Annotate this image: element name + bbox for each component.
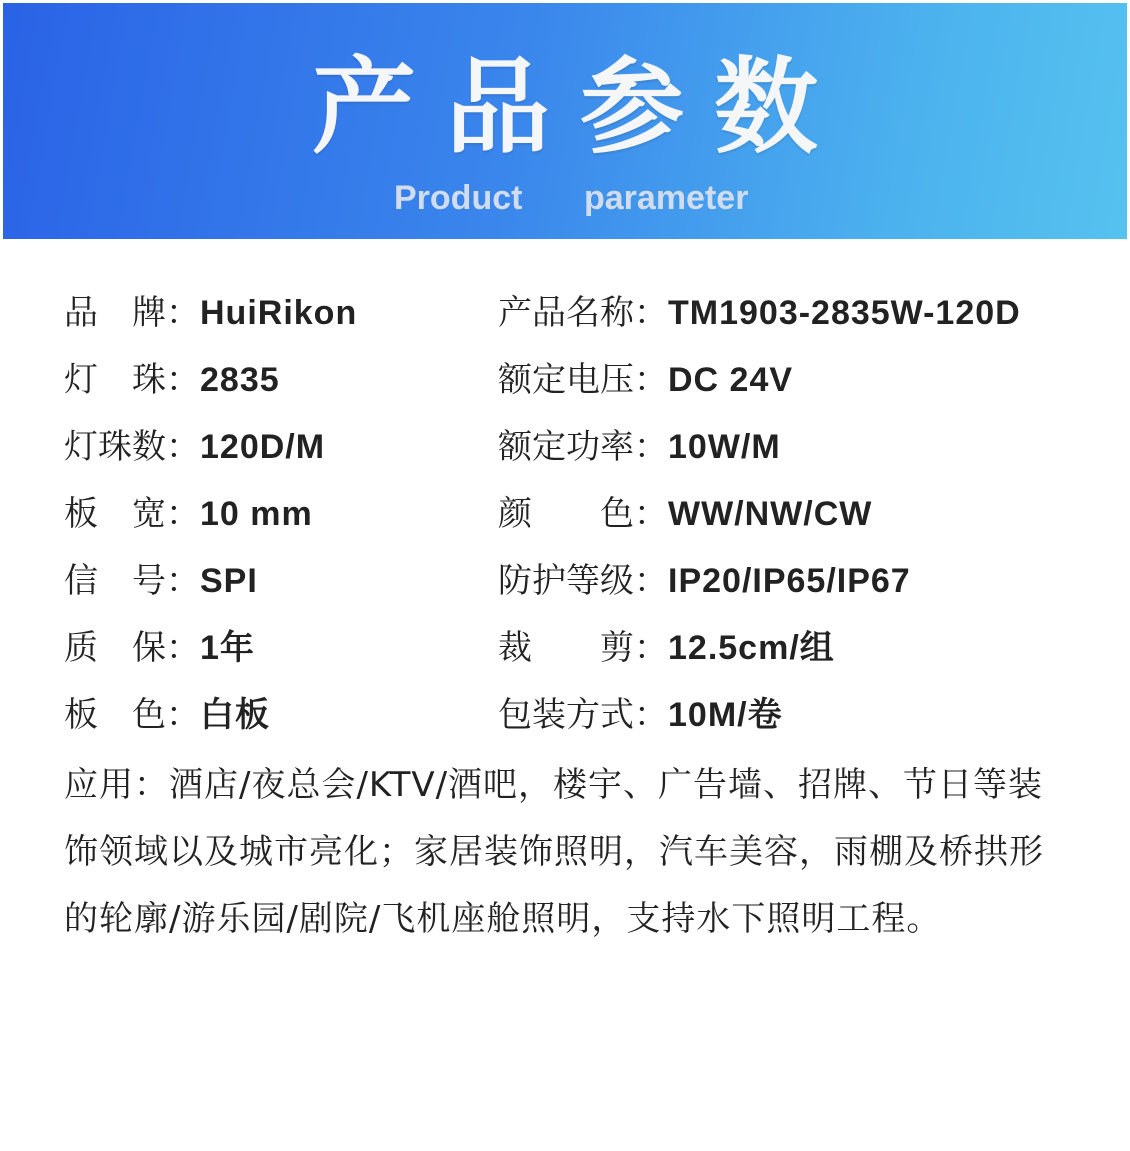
spec-value: 10 mm: [200, 495, 313, 533]
spec-left: [64, 548, 258, 615]
spec-label: 额定电压：: [498, 360, 668, 400]
banner-subtitle-word-1: Product: [394, 179, 523, 217]
spec-value: 1年: [200, 629, 255, 667]
spec-label: 信 号：: [64, 561, 200, 601]
spec-value: TM1903-2835W-120D: [668, 294, 1021, 332]
spec-right: [498, 615, 835, 682]
spec-value: 10M/卷: [668, 696, 783, 734]
spec-label: 颜 色：: [498, 494, 668, 534]
spec-value: HuiRikon: [200, 294, 358, 332]
spec-row: [0, 481, 1130, 548]
spec-row: [0, 682, 1130, 749]
spec-value: 120D/M: [200, 428, 326, 466]
spec-right: [498, 280, 1021, 347]
spec-value: 白板: [200, 696, 270, 734]
spec-value: IP20/IP65/IP67: [668, 562, 911, 600]
spec-value: 2835: [200, 361, 280, 399]
spec-label: 裁 剪：: [498, 628, 668, 668]
application-description: 应用：酒店/夜总会/KTV/酒吧，楼宇、广告墙、招牌、节日等装饰领域以及城市亮化；家居装饰照明，汽车美容，雨棚及桥拱形的轮廓/游乐园/剧院/飞机座舱照明，支持水下照明工程。: [64, 765, 1044, 939]
spec-label: 防护等级：: [498, 561, 668, 601]
spec-row: [0, 347, 1130, 414]
spec-left: [64, 414, 325, 481]
spec-label: 产品名称：: [498, 293, 668, 333]
banner-subtitle-word-2: parameter: [584, 179, 749, 217]
spec-label: 质 保：: [64, 628, 200, 668]
spec-right: [498, 548, 911, 615]
banner-subtitle: [3, 179, 1127, 223]
spec-right: [498, 347, 793, 414]
spec-label: 包装方式：: [498, 695, 668, 735]
spec-left: [64, 481, 313, 548]
spec-value: 10W/M: [668, 428, 781, 466]
banner-title: 产品参数: [311, 46, 848, 168]
spec-right: [498, 682, 783, 749]
spec-row: [0, 280, 1130, 347]
spec-value: SPI: [200, 562, 258, 600]
spec-value: DC 24V: [668, 361, 794, 399]
spec-left: [64, 280, 357, 347]
spec-left: [64, 347, 280, 414]
spec-label: 板 宽：: [64, 494, 200, 534]
spec-right: [498, 414, 781, 481]
spec-left: [64, 682, 270, 749]
spec-label: 灯珠数：: [64, 427, 200, 467]
spec-row: [0, 548, 1130, 615]
spec-label: 灯 珠：: [64, 360, 200, 400]
spec-value: WW/NW/CW: [668, 495, 873, 533]
spec-left: [64, 615, 255, 682]
spec-row: [0, 615, 1130, 682]
spec-label: 板 色：: [64, 695, 200, 735]
header-banner: [3, 3, 1127, 239]
spec-value: 12.5cm/组: [668, 629, 835, 667]
spec-label: 额定功率：: [498, 427, 668, 467]
spec-right: [498, 481, 872, 548]
spec-row: [0, 414, 1130, 481]
spec-label: 品 牌：: [64, 293, 200, 333]
